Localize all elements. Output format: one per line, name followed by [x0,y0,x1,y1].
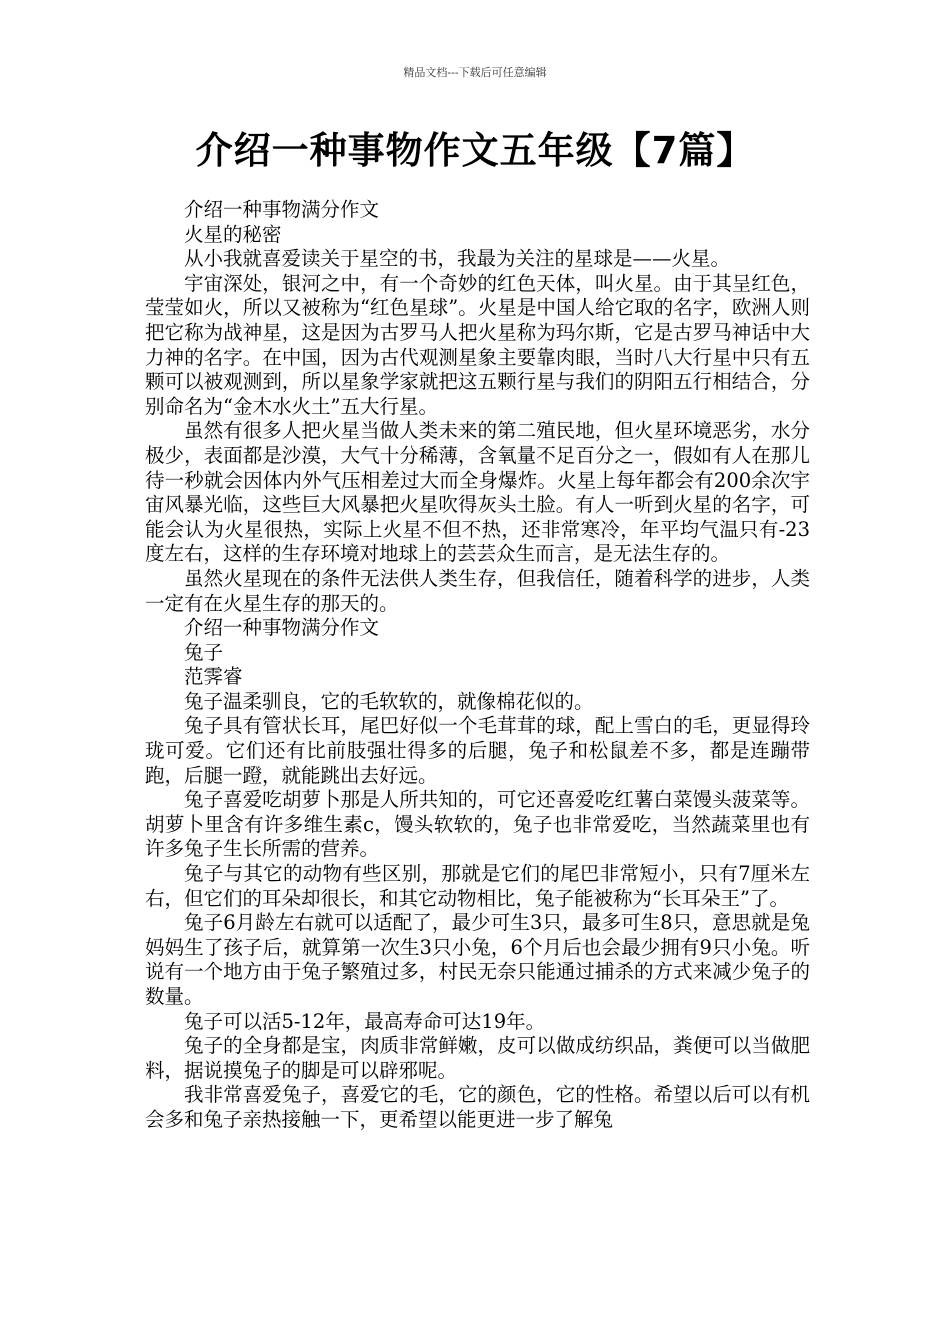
paragraph: 虽然有很多人把火星当做人类未来的第二殖民地，但火星环境恶劣，水分极少，表面都是沙漠，大气十分稀薄，含氧量不足百分之一，假如有人在那儿待一秒就会因体内外气压相差过大而全身爆炸。火星上每年都会有200余次宇宙风暴光临，这些巨大风暴把火星吹得灰头土脸。有人一听到火星的名字，可能会认为火星很热，实际上火星不但不热，还非常寒冷，年平均气温只有-23度左右，这样的生存环境对地球上的芸芸众生而言，是无法生存的。 [145,419,810,566]
paragraph: 兔子的全身都是宝，肉质非常鲜嫩，皮可以做成纺织品，粪便可以当做肥料，据说摸兔子的脚是可以辟邪呢。 [145,1034,810,1082]
document-body [145,198,810,1133]
paragraph: 兔子可以活5-12年，最高寿命可达19年。 [184,1009,546,1033]
paragraph: 兔子6月龄左右就可以适配了，最少可生3只，最多可生8只，意思就是兔妈妈生了孩子后，就算第一次生3只小兔，6个月后也会最少拥有9只小兔。听说有一个地方由于兔子繁殖过多，村民无奈只能通过捕杀的方式来减少兔子的数量。 [145,911,810,1008]
paragraph: 范霁睿 [184,665,243,689]
paragraph: 虽然火星现在的条件无法供人类生存，但我信任，随着科学的进步，人类一定有在火星生存的那天的。 [145,566,810,615]
paragraph: 介绍一种事物满分作文 [184,198,380,221]
paragraph: 兔子具有管状长耳，尾巴好似一个毛茸茸的球，配上雪白的毛，更显得玲珑可爱。它们还有比前肢强壮得多的后腿，兔子和松鼠差不多，都是连蹦带跑，后腿一蹬，就能跳出去好远。 [145,714,810,787]
paragraph: 我非常喜爱兔子，喜爱它的毛，它的颜色，它的性格。希望以后可以有机会多和兔子亲热接触一下，更希望以能更进一步了解兔 [145,1083,810,1131]
page-header: 精品文档---下载后可任意编辑 [403,66,547,79]
paragraph: 兔子与其它的动物有些区别，那就是它们的尾巴非常短小，只有7厘米左右，但它们的耳朵却很长，和其它动物相比，兔子能被称为“长耳朵王”了。 [145,862,810,910]
document-title: 介绍一种事物作文五年级【7篇】 [195,129,755,172]
paragraph: 火星的秘密 [184,222,282,246]
paragraph: 从小我就喜爱读关于星空的书，我最为关注的星球是——火星。 [184,247,731,271]
paragraph: 兔子温柔驯良，它的毛软软的，就像棉花似的。 [184,689,594,713]
paragraph: 兔子 [184,640,224,664]
paragraph: 宇宙深处，银河之中，有一个奇妙的红色天体，叫火星。由于其呈红色，莹莹如火，所以又被称为“红色星球”。火星是中国人给它取的名字，欧洲人则把它称为战神星，这是因为古罗马人把火星称为玛尔斯，它是古罗马神话中大力神的名字。在中国，因为古代观测星象主要靠肉眼，当时八大行星中只有五颗可以被观测到，所以星象学家就把这五颗行星与我们的阴阳五行相结合，分别命名为“金木水火土”五大行星。 [145,271,810,418]
paragraph: 兔子喜爱吃胡萝卜那是人所共知的，可它还喜爱吃红薯白菜馒头菠菜等。胡萝卜里含有许多维生素c，馒头软软的，兔子也非常爱吃，当然蔬菜里也有许多兔子生长所需的营养。 [145,788,810,861]
paragraph: 介绍一种事物满分作文 [184,616,380,640]
